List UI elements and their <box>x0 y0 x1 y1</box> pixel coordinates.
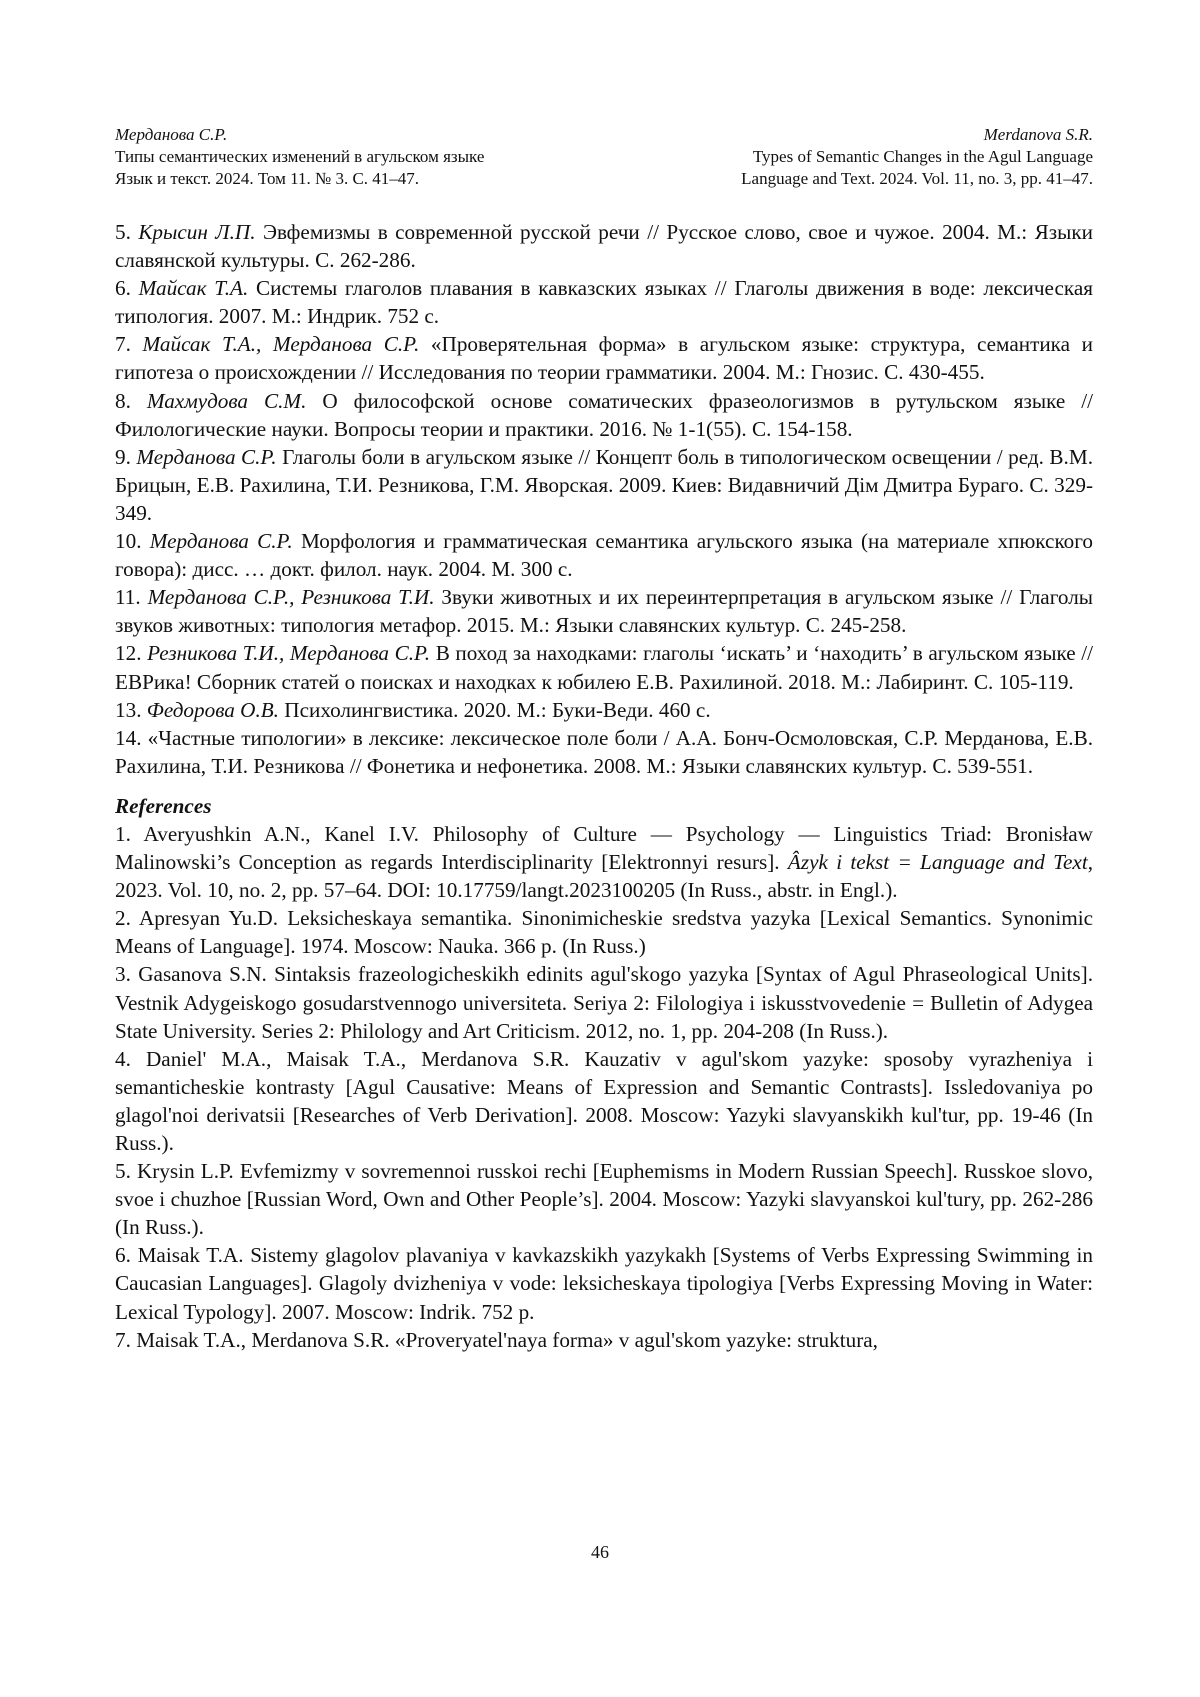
entry-authors: Крысин Л.П. <box>138 220 255 244</box>
header-title-ru: Типы семантических изменений в агульском языке <box>115 146 484 168</box>
entry-authors: Мерданова С.Р., Резникова Т.И. <box>148 585 435 609</box>
bibliography-entry <box>115 696 1093 724</box>
entry-text: Морфология и грамматическая семантика агульского языка (на материале хпюкского говора): дисс. … докт. филол. наук. 2004. М. 300 с. <box>115 529 1093 581</box>
entry-number: 4. <box>115 1047 131 1071</box>
entry-authors: Мерданова С.Р. <box>150 529 293 553</box>
entry-number: 1. <box>115 822 131 846</box>
header-journal-ru: Язык и текст. 2024. Том 11. № 3. С. 41–47. <box>115 168 484 190</box>
entry-number: 13. <box>115 698 141 722</box>
entry-number: 10. <box>115 529 141 553</box>
bibliography-entry <box>115 639 1093 695</box>
header-journal-en: Language and Text. 2024. Vol. 11, no. 3, pp. 41–47. <box>741 168 1093 190</box>
bibliography-entry <box>115 583 1093 639</box>
entry-text: Звуки животных и их переинтерпретация в агульском языке // Глаголы звуков животных: типология метафор. 2015. М.: Языки славянских культур. С. 245-258. <box>115 585 1093 637</box>
entry-text: Эвфемизмы в современной русской речи // Русское слово, свое и чужое. 2004. М.: Языки славянской культуры. С. 262-286. <box>115 220 1093 272</box>
bibliography-entry <box>115 387 1093 443</box>
entry-number: 2. <box>115 906 131 930</box>
entry-text: Глаголы боли в агульском языке // Концепт боль в типологическом освещении / ред. В.М. Брицын, Е.В. Рахилина, Т.И. Резникова, Г.М. Яворская. 2009. Киев: Видавничий Дiм Дмитра Бураго. С. 329-349. <box>115 445 1093 525</box>
bibliography-entry <box>115 443 1093 527</box>
entry-text: Maisak T.A., Merdanova S.R. «Proveryatel'naya forma» v agul'skom yazyke: struktura, <box>136 1328 878 1352</box>
bibliography-entry <box>115 330 1093 386</box>
reference-entry <box>115 904 1093 960</box>
bibliography-entry <box>115 274 1093 330</box>
reference-entry <box>115 960 1093 1044</box>
entry-number: 12. <box>115 641 141 665</box>
entry-number: 6. <box>115 1243 131 1267</box>
entry-authors: Мерданова С.Р. <box>136 445 276 469</box>
entry-number: 7. <box>115 332 131 356</box>
reference-entry <box>115 1326 1093 1354</box>
bibliography-list <box>115 218 1093 780</box>
reference-entry <box>115 1157 1093 1241</box>
entry-text: , 2023. Vol. 10, no. 2, pp. 57–64. DOI: 10.17759/langt.2023100205 (In Russ., abstr. in Engl.). <box>115 850 1093 902</box>
reference-entry <box>115 1241 1093 1325</box>
document-page <box>0 0 1200 1697</box>
entry-text: Daniel' M.A., Maisak T.A., Merdanova S.R. Kauzativ v agul'skom yazyke: sposoby vyrazheniya i semanticheskie kontrasty [Agul Causative: Means of Expression and Semantic Contrasts]. Issledovaniya po glagol'noi derivatsii [Researches of Verb Derivation]. 2008. Moscow: Yazyki slavyanskikh kul'tur, pp. 19-46 (In Russ.). <box>115 1047 1093 1155</box>
page-number: 46 <box>0 1542 1200 1563</box>
entry-number: 8. <box>115 389 131 413</box>
entry-journal: Âzyk i tekst = Language and Text <box>788 850 1088 874</box>
entry-text: «Частные типологии» в лексике: лексическое поле боли / А.А. Бонч-Осмоловская, С.Р. Мерданова, Е.В. Рахилина, Т.И. Резникова // Фонетика и нефонетика. 2008. М.: Языки славянских культур. С. 539-551. <box>115 726 1093 778</box>
entry-authors: Резникова Т.И., Мерданова С.Р. <box>147 641 430 665</box>
bibliography-entry <box>115 218 1093 274</box>
entry-text: Maisak T.A. Sistemy glagolov plavaniya v kavkazskikh yazykakh [Systems of Verbs Expressing Swimming in Caucasian Languages]. Glagoly dvizheniya v vode: leksicheskaya tipologiya [Verbs Expressing Moving in Water: Lexical Typology]. 2007. Moscow: Indrik. 752 p. <box>115 1243 1093 1323</box>
references-heading: References <box>115 792 1093 820</box>
bibliography-entry <box>115 527 1093 583</box>
entry-number: 14. <box>115 726 141 750</box>
entry-authors: Федорова О.В. <box>147 698 279 722</box>
header-right-column <box>741 124 1093 190</box>
entry-number: 5. <box>115 220 131 244</box>
main-text <box>115 218 1093 1354</box>
entry-authors: Майсак Т.А., Мерданова С.Р. <box>143 332 420 356</box>
entry-text: В поход за находками: глаголы ‘искать’ и ‘находить’ в агульском языке // ЕВРика! Сборник статей о поисках и находках к юбилею Е.В. Рахилиной. 2018. М.: Лабиринт. С. 105-119. <box>115 641 1093 693</box>
entry-text: Психолингвистика. 2020. М.: Буки-Веди. 460 с. <box>284 698 710 722</box>
header-author-en: Merdanova S.R. <box>741 124 1093 146</box>
entry-text: Apresyan Yu.D. Leksicheskaya semantika. Sinonimicheskie sredstva yazyka [Lexical Semantics. Synonimic Means of Language]. 1974. Moscow: Nauka. 366 p. (In Russ.) <box>115 906 1093 958</box>
reference-entry <box>115 1045 1093 1157</box>
reference-entry <box>115 820 1093 904</box>
entry-text: Gasanova S.N. Sintaksis frazeologicheskikh edinits agul'skogo yazyka [Syntax of Agul Phraseological Units]. Vestnik Adygeiskogo gosudarstvennogo universiteta. Seriya 2: Filologiya i iskusstvovedenie = Bulletin of Adygea State University. Series 2: Philology and Art Criticism. 2012, no. 1, pp. 204-208 (In Russ.). <box>115 962 1093 1042</box>
entry-authors: Майсак Т.А. <box>139 276 249 300</box>
entry-number: 9. <box>115 445 131 469</box>
header-left-column <box>115 124 484 190</box>
entry-text: О философской основе соматических фразеологизмов в рутульском языке // Филологические науки. Вопросы теории и практики. 2016. № 1-1(55). С. 154-158. <box>115 389 1093 441</box>
entry-number: 5. <box>115 1159 131 1183</box>
entry-text: «Проверятельная форма» в агульском языке: структура, семантика и гипотеза о происхождении // Исследования по теории грамматики. 2004. М.: Гнозис. С. 430-455. <box>115 332 1093 384</box>
entry-text: Krysin L.P. Evfemizmy v sovremennoi russkoi rechi [Euphemisms in Modern Russian Speech]. Russkoe slovo, svoe i chuzhoe [Russian Word, Own and Other People’s]. 2004. Moscow: Yazyki slavyanskoi kul'tury, pp. 262-286 (In Russ.). <box>115 1159 1093 1239</box>
header-title-en: Types of Semantic Changes in the Agul Language <box>741 146 1093 168</box>
entry-text: Системы глаголов плавания в кавказских языках // Глаголы движения в воде: лексическая типология. 2007. М.: Индрик. 752 с. <box>115 276 1093 328</box>
references-list <box>115 820 1093 1354</box>
entry-text: Averyushkin A.N., Kanel I.V. Philosophy of Culture — Psychology — Linguistics Triad: Bronisław Malinowski’s Conception as regards Interdisciplinarity [Elektronnyi resurs]. <box>115 822 1093 874</box>
bibliography-entry <box>115 724 1093 780</box>
entry-authors: Махмудова С.М. <box>147 389 307 413</box>
header-author-ru: Мерданова С.Р. <box>115 124 484 146</box>
entry-number: 7. <box>115 1328 131 1352</box>
entry-number: 3. <box>115 962 131 986</box>
entry-number: 11. <box>115 585 141 609</box>
entry-number: 6. <box>115 276 131 300</box>
